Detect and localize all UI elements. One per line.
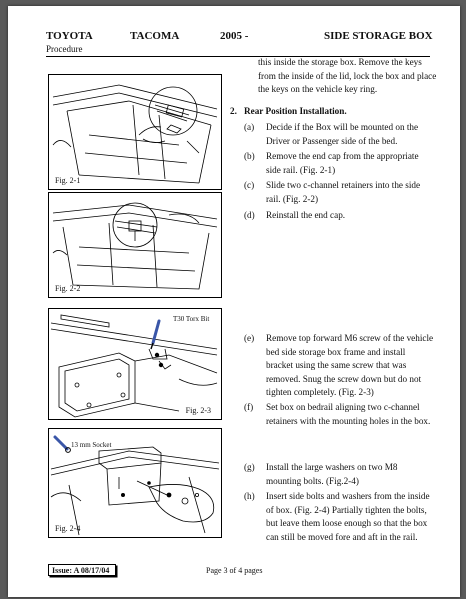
step-marker: (a): [244, 122, 255, 132]
page-number: Page 3 of 4 pages: [206, 566, 263, 575]
figure-2-2-label: Fig. 2-2: [55, 284, 81, 293]
figure-2-3: [48, 308, 222, 420]
step-marker: (e): [244, 333, 255, 343]
step-marker: (h): [244, 491, 255, 501]
figure-2-1-drawing: [49, 75, 221, 189]
header-subtitle: Procedure: [46, 44, 83, 54]
figure-2-4-label: Fig. 2-4: [55, 524, 81, 533]
step-marker: (d): [244, 210, 255, 220]
figure-2-1-label: Fig. 2-1: [55, 176, 81, 185]
step-marker: (f): [244, 402, 254, 412]
issue-box: Issue: A 08/17/04: [48, 564, 116, 576]
document-page: [8, 6, 460, 597]
step-marker: (b): [244, 151, 255, 161]
socket-wrench-icon: [55, 437, 70, 452]
figure-2-4: [48, 428, 222, 538]
step-text: Remove the end cap from the appropriate side rail. (Fig. 2-1): [266, 151, 419, 175]
header-make: TOYOTA: [46, 30, 93, 42]
figure-2-1: [48, 74, 222, 190]
torx-bit-icon: [151, 321, 159, 349]
figure-2-2: [48, 192, 222, 298]
figure-2-3-drawing: [49, 309, 221, 419]
section-number: 2.: [230, 106, 237, 116]
step-text: Reinstall the end cap.: [266, 210, 346, 220]
header-year: 2005 -: [220, 30, 249, 42]
step-marker: (g): [244, 462, 255, 472]
figure-2-3-tool-label: T30 Torx Bit: [173, 315, 210, 323]
continued-paragraph: this inside the storage box. Remove the keys from the inside of the lid, lock the box and place the keys on the vehicle key ring.: [258, 57, 437, 94]
step-marker: (c): [244, 180, 255, 190]
step-text: Slide two c-channel retainers into the side rail. (Fig. 2-2): [266, 180, 421, 204]
header-model: TACOMA: [130, 30, 180, 42]
figure-2-4-tool-label: 13 mm Socket: [71, 441, 112, 449]
step-text: Install the large washers on two M8 mounting bolts. (Fig.2-4): [266, 462, 398, 486]
step-text: Remove top forward M6 screw of the vehicle bed side storage box frame and install bracket using the same screw that was removed. Snug the screw down but do not tighten completely. (Fig. 2-3): [266, 333, 434, 397]
figure-2-3-label: Fig. 2-3: [185, 406, 211, 415]
step-text: Decide if the Box will be mounted on the Driver or Passenger side of the bed.: [266, 122, 419, 146]
step-text: Insert side bolts and washers from the inside of box. (Fig. 2-4) Partially tighten the bolts, but leave them loose enough so that the box can still be moved fore and aft in the rail.: [266, 491, 430, 542]
step-text: Set box on bedrail aligning two c-channel retainers with the mounting holes in the box.: [266, 402, 431, 426]
section-title: Rear Position Installation.: [244, 106, 347, 116]
figure-2-2-drawing: [49, 193, 221, 297]
header-title: SIDE STORAGE BOX: [324, 30, 433, 42]
